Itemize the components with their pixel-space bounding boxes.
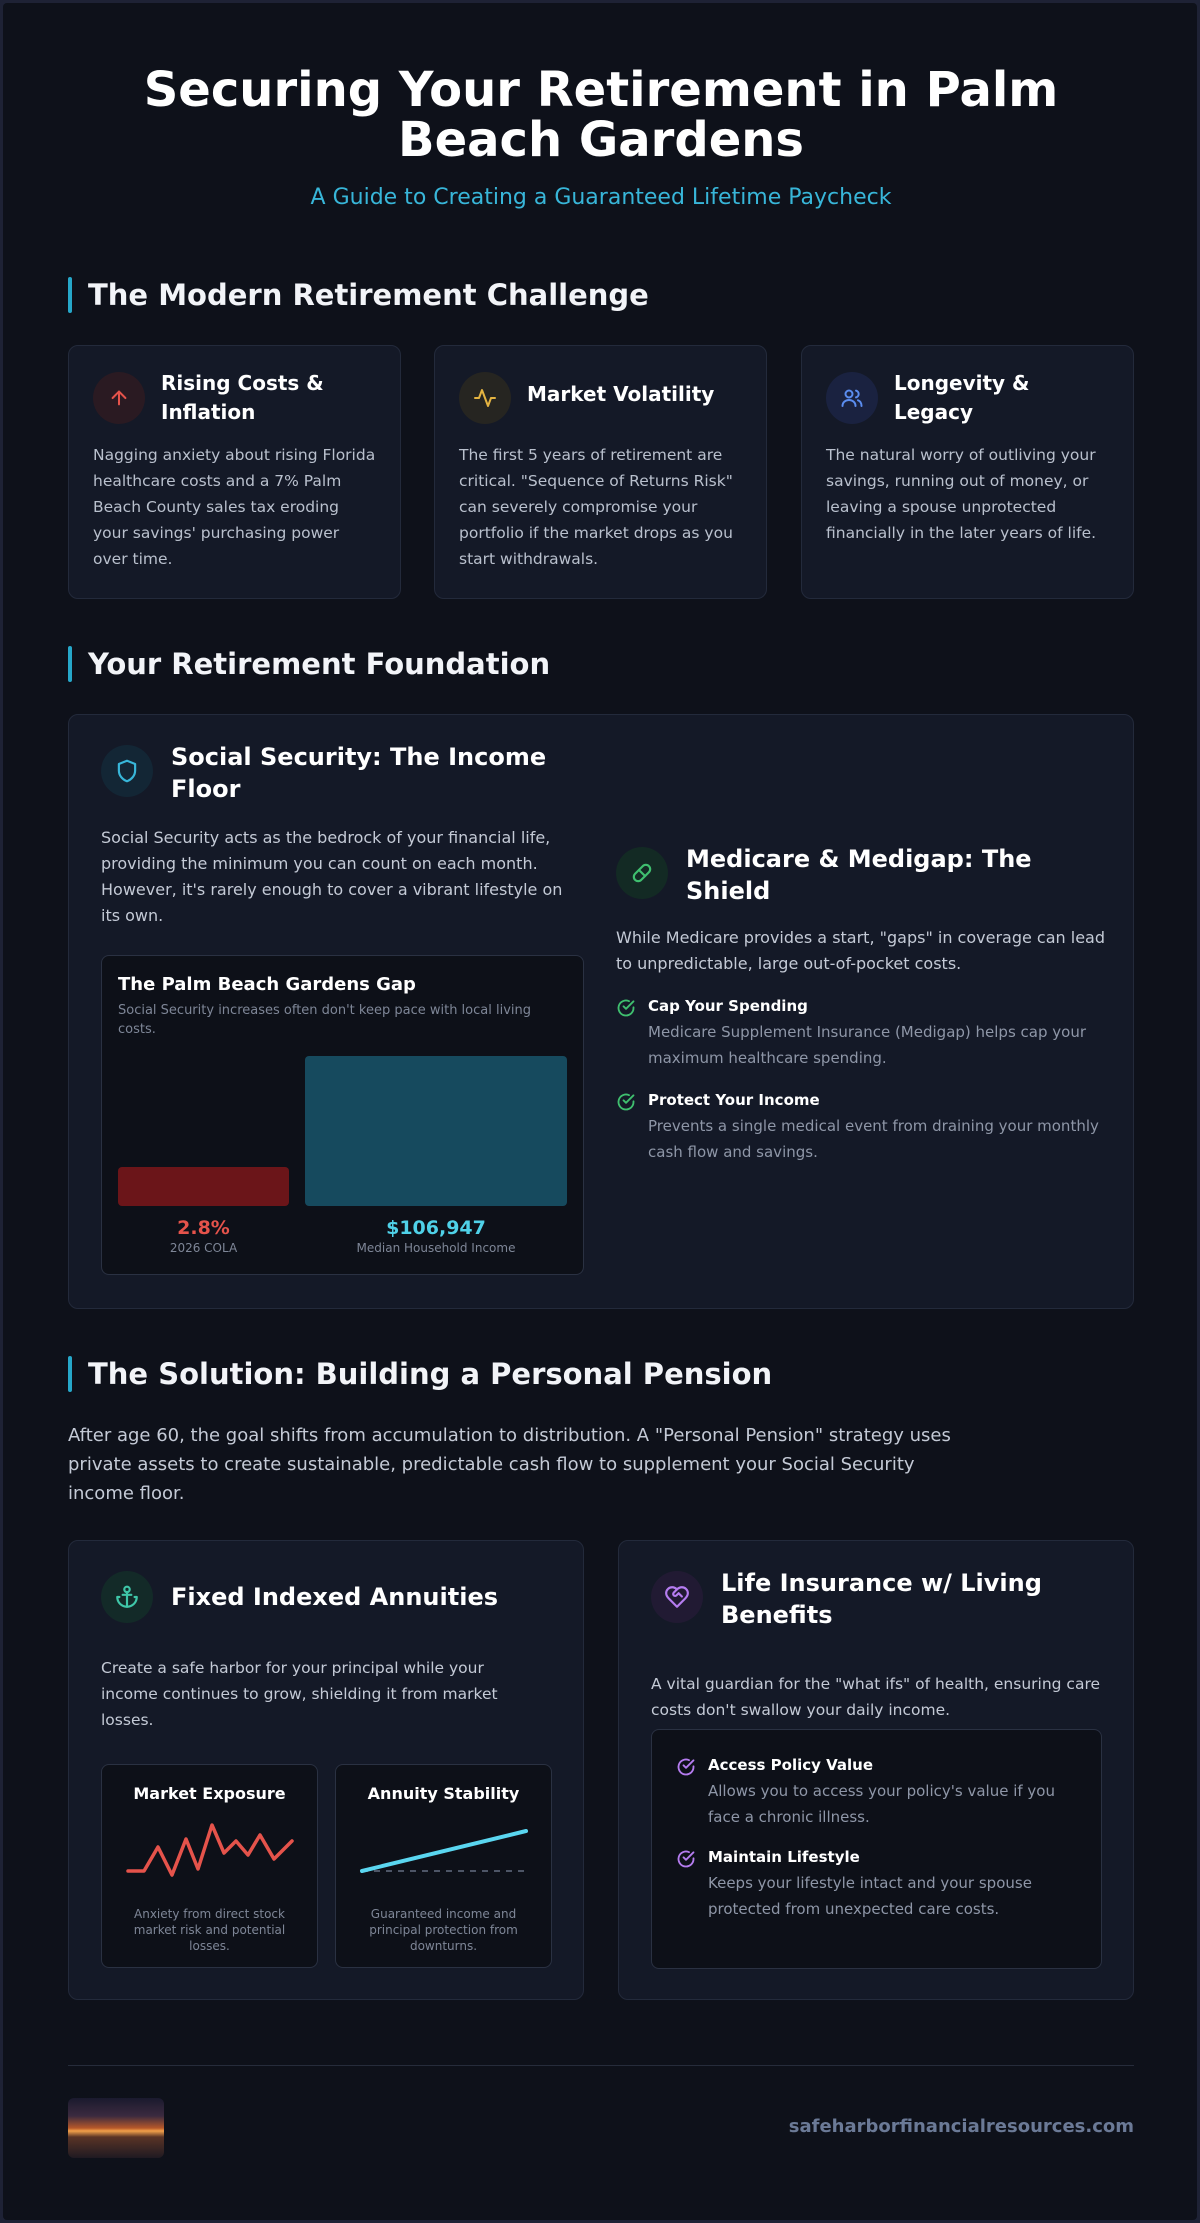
challenge-card-text: The natural worry of outliving your savings, running out of money, or leaving a spouse unprotected financially in the later years of life. (826, 446, 1097, 542)
footer-divider (68, 2065, 1134, 2066)
gap-chart (118, 1056, 567, 1266)
life-insurance-text: A vital guardian for the "what ifs" of health, ensuring care costs don't swallow your daily income. (651, 1675, 1101, 1719)
users-icon (826, 372, 878, 424)
benefit-item (676, 1846, 1077, 1922)
gap-bar-value: $106,947 (386, 1217, 486, 1239)
medicare-column (616, 847, 1106, 1165)
benefit-item-text: Keeps your lifestyle intact and your spouse protected from unexpected care costs. (708, 1874, 1032, 1918)
life-insurance-card (618, 1540, 1134, 2000)
section-title-foundation: Your Retirement Foundation (68, 646, 550, 682)
challenge-card-text: Nagging anxiety about rising Florida healthcare costs and a 7% Palm Beach County sales tax eroding your savings' purchasing power over time. (93, 446, 376, 568)
gap-bar-value: 2.8% (177, 1217, 230, 1239)
annuities-title: Fixed Indexed Annuities (171, 1583, 498, 1611)
gap-bar-label: 2026 COLA (169, 1241, 238, 1255)
medicare-title: Medicare & Medigap: The Shield (686, 845, 1032, 905)
pill-icon (616, 847, 668, 899)
challenge-card-title: Market Volatility (527, 382, 715, 406)
section-title-solution: The Solution: Building a Personal Pension (68, 1356, 772, 1392)
check-circle-icon (616, 1089, 648, 1165)
page (3, 3, 1197, 2220)
life-insurance-title: Life Insurance w/ Living Benefits (721, 1569, 1042, 1629)
check-circle-icon (616, 995, 648, 1071)
challenge-card-title: Rising Costs & Inflation (161, 371, 324, 424)
benefit-item-title: Maintain Lifestyle (708, 1848, 860, 1866)
challenge-card-costs (68, 345, 401, 599)
challenge-card-text: The first 5 years of retirement are critical. "Sequence of Returns Risk" can severely compromise your portfolio if the market drops as you start withdrawals. (459, 446, 733, 568)
shield-icon (101, 745, 153, 797)
market-exposure-title: Market Exposure (133, 1784, 286, 1803)
foundation-card (68, 714, 1134, 1309)
sunset-thumbnail (68, 2098, 164, 2158)
page-title-line2: Beach Gardens (398, 112, 804, 168)
gap-chart-subtitle: Social Security increases often don't keep pace with local living costs. (118, 1003, 532, 1037)
social-security-title: Social Security: The Income Floor (171, 743, 547, 803)
steady-line-graphic (358, 1815, 531, 1895)
annuity-stability-caption: Guaranteed income and principal protection from downturns. (369, 1907, 518, 1953)
check-circle-icon (676, 1846, 708, 1922)
check-circle-icon (676, 1754, 708, 1830)
market-exposure-box (101, 1764, 318, 1968)
medicare-item-title: Protect Your Income (648, 1091, 820, 1109)
arrow-up-icon (93, 372, 145, 424)
solution-intro: After age 60, the goal shifts from accumulation to distribution. A "Personal Pension" strategy uses private assets to create sustainable, predictable cash flow to supplement your Social Security income floor. (68, 1425, 951, 1504)
medicare-item-text: Medicare Supplement Insurance (Medigap) helps cap your maximum healthcare spending. (648, 1023, 1086, 1067)
page-subtitle: A Guide to Creating a Guaranteed Lifetime Paycheck (310, 185, 892, 210)
medicare-item (616, 1089, 1106, 1165)
gap-chart-box (101, 955, 584, 1275)
page-title (68, 62, 1134, 168)
annuity-stability-box (335, 1764, 552, 1968)
anchor-icon (101, 1571, 153, 1623)
challenge-card-longevity (801, 345, 1134, 599)
benefit-item-text: Allows you to access your policy's value if you face a chronic illness. (708, 1782, 1055, 1826)
benefit-item (676, 1754, 1077, 1830)
challenge-card-title: Longevity & Legacy (894, 371, 1030, 424)
challenge-card-volatility (434, 345, 767, 599)
heart-handshake-icon (651, 1571, 703, 1623)
pulse-icon (459, 372, 511, 424)
annuities-text: Create a safe harbor for your principal while your income continues to grow, shielding it from market losses. (101, 1659, 498, 1729)
gap-chart-title: The Palm Beach Gardens Gap (118, 974, 416, 995)
living-benefits-box (651, 1729, 1102, 1969)
medicare-item-text: Prevents a single medical event from draining your monthly cash flow and savings. (648, 1117, 1099, 1161)
social-security-column (101, 745, 571, 929)
footer-url[interactable]: safeharborfinancialresources.com (788, 2116, 1134, 2137)
social-security-text: Social Security acts as the bedrock of your financial life, providing the minimum you can count on each month. However, it's rarely enough to cover a vibrant lifestyle on its own. (101, 828, 563, 925)
annuities-card (68, 1540, 584, 2000)
volatile-line-graphic (124, 1815, 297, 1895)
gap-bar (305, 1056, 567, 1206)
benefit-item-title: Access Policy Value (708, 1756, 874, 1774)
medicare-item (616, 995, 1106, 1071)
gap-bar (118, 1167, 289, 1206)
medicare-item-title: Cap Your Spending (648, 997, 808, 1015)
header (68, 62, 1134, 210)
annuity-stability-title: Annuity Stability (367, 1784, 520, 1803)
section-title-challenge: The Modern Retirement Challenge (68, 277, 649, 313)
page-title-line1: Securing Your Retirement in Palm (143, 62, 1059, 118)
gap-bar-label: Median Household Income (356, 1241, 516, 1255)
market-exposure-caption: Anxiety from direct stock market risk and potential losses. (133, 1907, 286, 1953)
medicare-text: While Medicare provides a start, "gaps" in coverage can lead to unpredictable, large out-of-pocket costs. (616, 928, 1105, 973)
